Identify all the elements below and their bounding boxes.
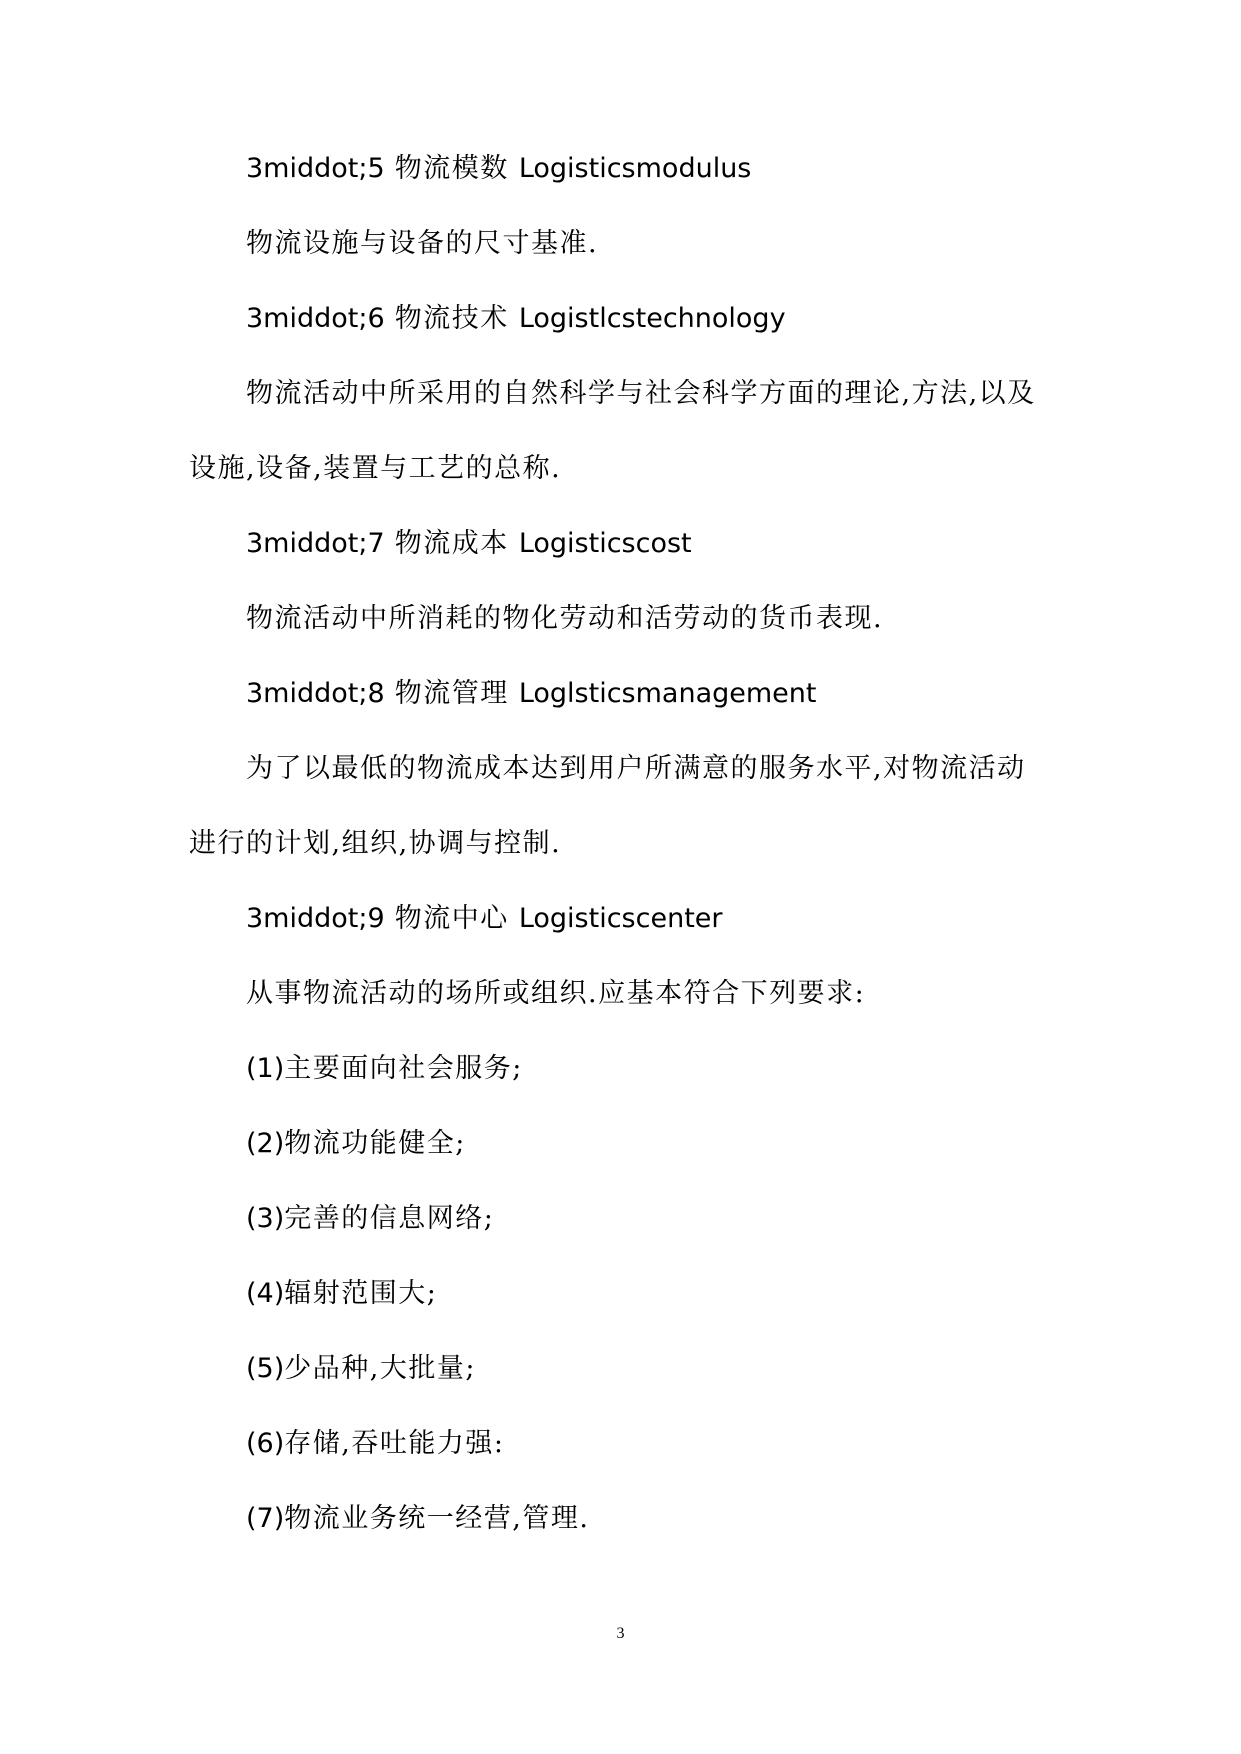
page-number: 3 <box>616 1625 625 1642</box>
section-heading-3-5 <box>246 151 751 187</box>
list-item-text: 辐射范围大; <box>284 1278 438 1309</box>
term-chinese: 物流成本 <box>394 528 509 559</box>
definition-text: 物流活动中所采用的自然科学与社会科学方面的理论,方法,以及 <box>246 378 1036 409</box>
list-item-text: 物流功能健全; <box>284 1128 466 1159</box>
list-marker: (3) <box>246 1203 285 1234</box>
list-marker: (7) <box>246 1503 285 1534</box>
list-item <box>246 1276 437 1312</box>
list-item-text: 主要面向社会服务; <box>284 1053 523 1084</box>
list-marker: (5) <box>246 1353 285 1384</box>
definition-text: 物流设施与设备的尺寸基准. <box>246 228 599 259</box>
section-heading-3-6 <box>246 301 786 337</box>
list-marker: (6) <box>246 1428 285 1459</box>
list-item <box>246 1051 523 1087</box>
list-item <box>246 1426 504 1462</box>
list-item <box>246 1126 466 1162</box>
list-item-text: 少品种,大批量; <box>284 1353 476 1384</box>
section-number: 3middot;7 <box>246 528 385 559</box>
section-number: 3middot;5 <box>246 153 385 184</box>
term-english: Logisticscost <box>518 528 692 559</box>
list-marker: (2) <box>246 1128 285 1159</box>
list-item <box>246 1351 476 1387</box>
section-number: 3middot;8 <box>246 678 385 709</box>
list-item-text: 完善的信息网络; <box>284 1203 495 1234</box>
term-chinese: 物流技术 <box>394 303 509 334</box>
definition-text-continued: 设施,设备,装置与工艺的总称. <box>189 453 562 484</box>
list-marker: (1) <box>246 1053 285 1084</box>
list-item <box>246 1201 494 1237</box>
section-heading-3-9 <box>246 901 723 937</box>
definition-text-continued: 进行的计划,组织,协调与控制. <box>189 828 562 859</box>
definition-text: 物流活动中所消耗的物化劳动和活劳动的货币表现. <box>246 603 884 634</box>
term-chinese: 物流管理 <box>394 678 509 709</box>
term-english: Logisticscenter <box>518 903 723 934</box>
term-english: Logistlcstechnology <box>518 303 786 334</box>
term-chinese: 物流中心 <box>394 903 509 934</box>
list-item <box>246 1501 589 1537</box>
term-chinese: 物流模数 <box>394 153 509 184</box>
term-english: Loglsticsmanagement <box>518 678 817 709</box>
definition-text: 为了以最低的物流成本达到用户所满意的服务水平,对物流活动 <box>246 753 1026 784</box>
section-number: 3middot;9 <box>246 903 385 934</box>
list-item-text: 物流业务统一经营,管理. <box>284 1503 590 1534</box>
section-heading-3-7 <box>246 526 692 562</box>
term-english: Logisticsmodulus <box>518 153 752 184</box>
section-number: 3middot;6 <box>246 303 385 334</box>
list-marker: (4) <box>246 1278 285 1309</box>
definition-text: 从事物流活动的场所或组织.应基本符合下列要求: <box>246 978 866 1009</box>
section-heading-3-8 <box>246 676 817 712</box>
list-item-text: 存储,吞吐能力强: <box>284 1428 505 1459</box>
